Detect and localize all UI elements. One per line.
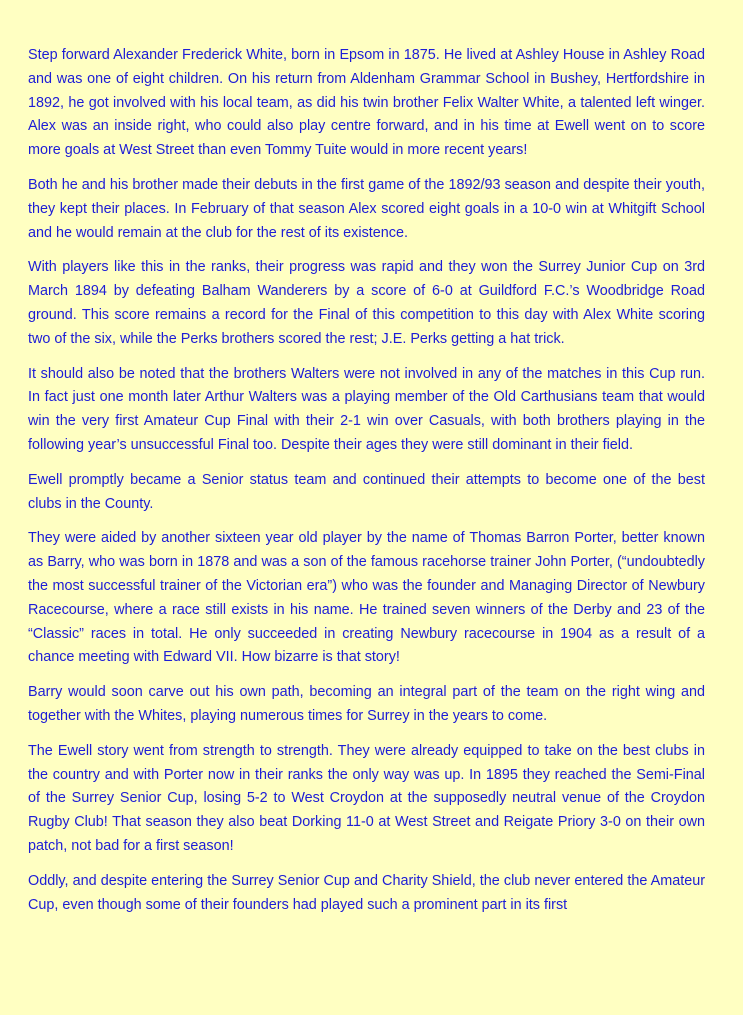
paragraph-amateur-cup: Oddly, and despite entering the Surrey Senior Cup and Charity Shield, the club never entered the Amateur Cup, even though some of their founders had played such a prominent part in its first (28, 872, 705, 913)
paragraph-barry-right-wing: Barry would soon carve out his own path, becoming an integral part of the team on the right wing and together with the Whites, playing numerous times for Surrey in the years to come. (28, 684, 705, 724)
paragraph-barry-porter: They were aided by another sixteen year old player by the name of Thomas Barron Porter, better known as Barry, who was born in 1878 and was a son of the famous racehorse trainer John Porter, (“undoubtedly the most successful trainer of the Victorian era”) who was the founder and Managing Director of Newbury Racecourse, where a race still exists in his name. He trained seven winners of the Derby and 23 of the “Classic” races in total. He only succeeded in creating Newbury racecourse in 1904 as a result of a chance meeting with Edward VII. How bizarre is that story! (28, 530, 705, 666)
paragraph-walters-brothers: It should also be noted that the brothers Walters were not involved in any of the matches in this Cup run. In fact just one month later Arthur Walters was a playing member of the Old Carthusians team that would win the very first Amateur Cup Final with their 2-1 win over Casuals, with both brothers playing in the following year’s unsuccessful Final too. Despite their ages they were still dominant in their field. (28, 365, 705, 453)
paragraph-debuts: Both he and his brother made their debuts in the first game of the 1892/93 season and despite their youth, they kept their places. In February of that season Alex scored eight goals in a 10-0 win at Whitgift School and he would remain at the club for the rest of its existence. (28, 176, 705, 241)
paragraph-surrey-junior-cup: With players like this in the ranks, their progress was rapid and they won the Surrey Junior Cup on 3rd March 1894 by defeating Balham Wanderers by a score of 6-0 at Guildford F.C.’s Woodbridge Road ground. This score remains a record for the Final of this competition to this day with Alex White scoring two of the six, while the Perks brothers scored the rest; J.E. Perks getting a hat trick. (28, 259, 705, 347)
paragraph-alexander-white: Step forward Alexander Frederick White, born in Epsom in 1875. He lived at Ashley House in Ashley Road and was one of eight children. On his return from Aldenham Grammar School in Bushey, Hertfordshire in 1892, he got involved with his local team, as did his twin brother Felix Walter White, a talented left winger. Alex was an inside right, who could also play centre forward, and in his time at Ewell went on to score more goals at West Street than even Tommy Tuite would in more recent years! (28, 47, 705, 159)
paragraph-ewell-story: The Ewell story went from strength to strength. They were already equipped to take on the best clubs in the country and with Porter now in their ranks the only way was up. In 1895 they reached the Semi-Final of the Surrey Senior Cup, losing 5-2 to West Croydon at the supposedly neutral venue of the Croydon Rugby Club! That season they also beat Dorking 11-0 at West Street and Reigate Priory 3-0 on their own patch, not bad for a first season! (28, 742, 705, 854)
paragraph-senior-status: Ewell promptly became a Senior status team and continued their attempts to become one of the best clubs in the County. (28, 471, 705, 512)
document-body (28, 44, 705, 917)
